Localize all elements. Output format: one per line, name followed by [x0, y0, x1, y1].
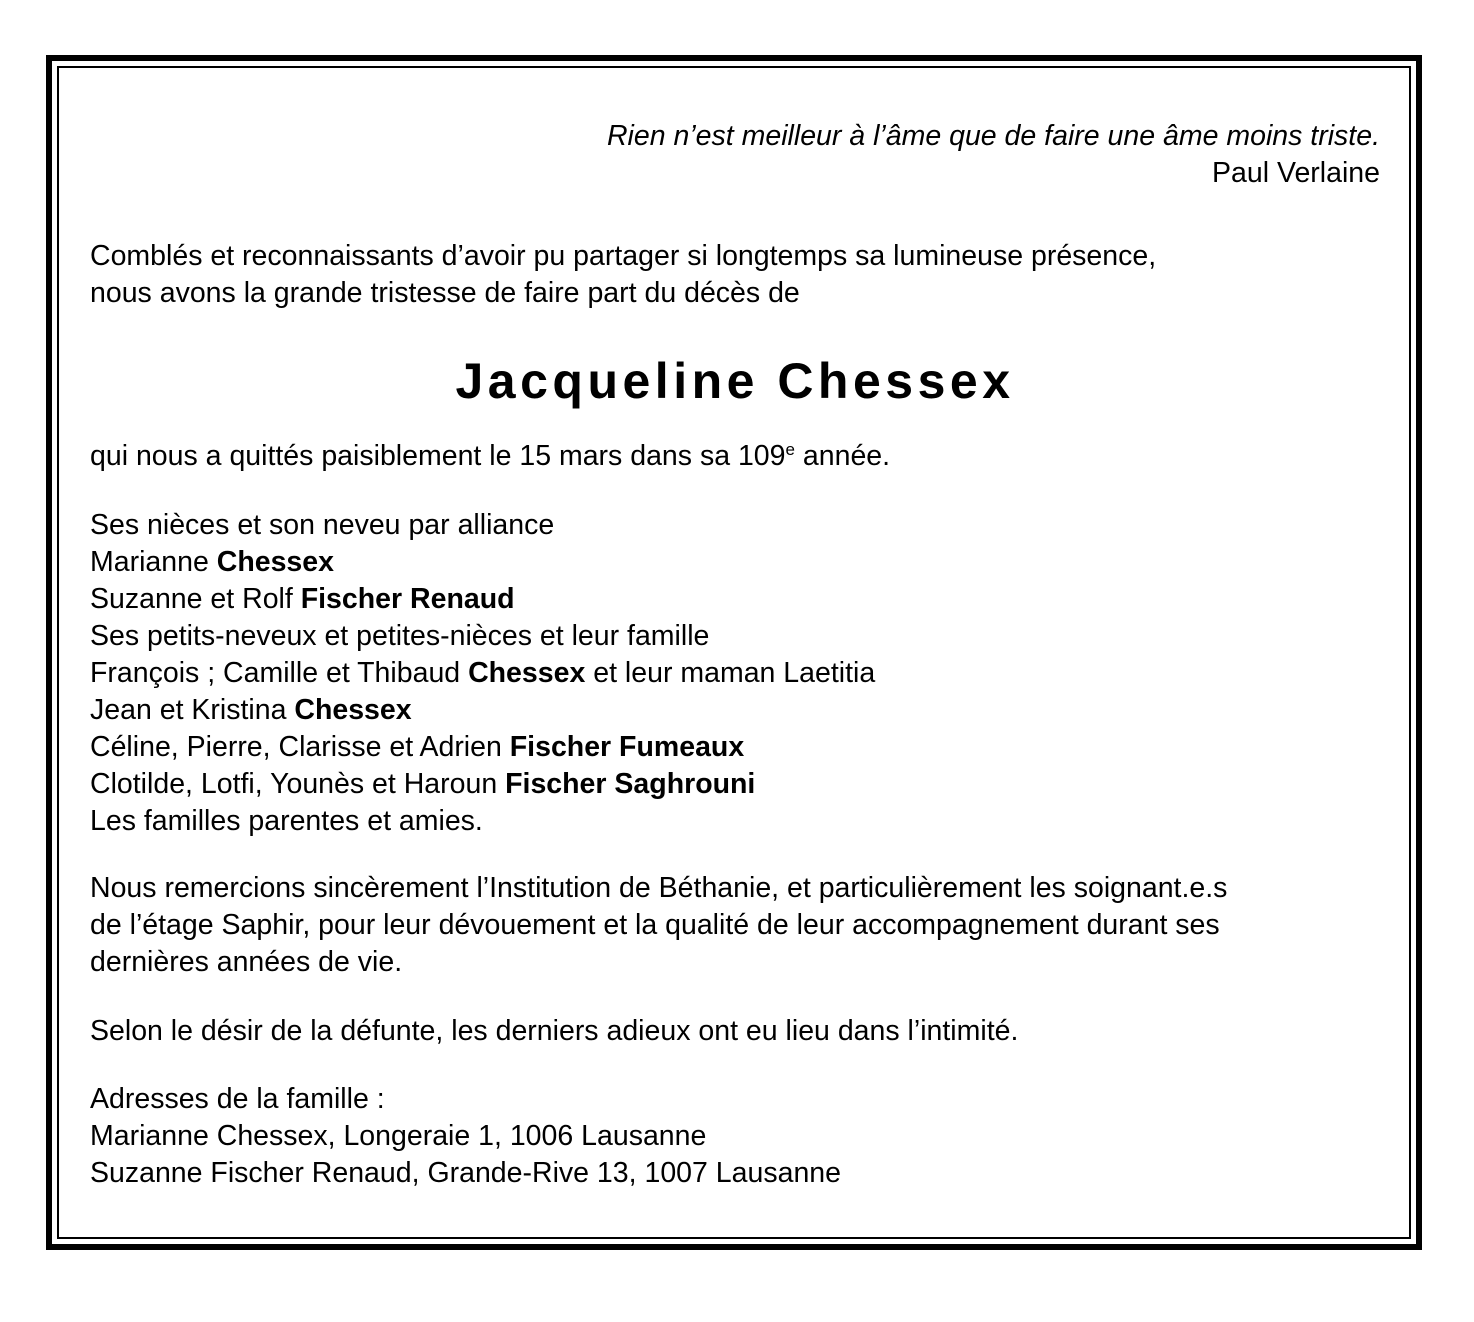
- death-notice: [90, 438, 1380, 475]
- member-first-names: Céline, Pierre, Clarisse et Adrien: [90, 731, 510, 763]
- family-member: [90, 544, 1380, 581]
- member-suffix: et leur maman Laetitia: [585, 657, 876, 689]
- family-member: [90, 581, 1380, 618]
- addresses-block: [90, 1081, 1380, 1192]
- thanks-line: dernières années de vie.: [90, 946, 403, 978]
- family-heading: Ses nièces et son neveu par alliance: [90, 509, 555, 541]
- wish-paragraph: [90, 1013, 1380, 1050]
- ordinal-suffix: e: [785, 440, 795, 459]
- epigraph-author: Paul Verlaine: [1212, 157, 1380, 189]
- death-text-end: année.: [794, 440, 891, 472]
- family-member: [90, 766, 1380, 803]
- inner-border-frame: [57, 66, 1411, 1239]
- member-first-names: Jean et Kristina: [90, 694, 295, 726]
- wish-line: Selon le désir de la défunte, les derniers adieux ont eu lieu dans l’intimité.: [90, 1015, 1019, 1047]
- epigraph: [90, 118, 1380, 192]
- family-list: [90, 507, 1380, 840]
- member-surname: Chessex: [216, 546, 334, 578]
- member-surname: Chessex: [294, 694, 412, 726]
- intro-line: Comblés et reconnaissants d’avoir pu partager si longtemps sa lumineuse présence,: [90, 240, 1157, 272]
- family-member: [90, 692, 1380, 729]
- thanks-line: de l’étage Saphir, pour leur dévouement et la qualité de leur accompagnement durant ses: [90, 909, 1220, 941]
- thanks-line: Nous remercions sincèrement l’Institution de Béthanie, et particulièrement les soignant.e.s: [90, 872, 1228, 904]
- member-surname: Fischer Saghrouni: [505, 768, 756, 800]
- family-subheading: Ses petits-neveux et petites-nièces et leur famille: [90, 620, 710, 652]
- member-surname: Chessex: [468, 657, 586, 689]
- death-text: qui nous a quittés paisiblement le 15 mars dans sa 109: [90, 440, 786, 472]
- epigraph-quote: Rien n’est meilleur à l’âme que de faire une âme moins triste.: [606, 120, 1380, 152]
- intro-line: nous avons la grande tristesse de faire part du décès de: [90, 277, 800, 309]
- thanks-paragraph: [90, 870, 1380, 981]
- family-closing: Les familles parentes et amies.: [90, 805, 483, 837]
- address-item: Suzanne Fischer Renaud, Grande-Rive 13, 1007 Lausanne: [90, 1157, 841, 1189]
- deceased-name: Jacqueline Chessex: [455, 353, 1015, 409]
- death-line: [90, 438, 1380, 475]
- member-first-names: Clotilde, Lotfi, Younès et Haroun: [90, 768, 506, 800]
- family-member: [90, 655, 1380, 692]
- member-first-names: François ; Camille et Thibaud: [90, 657, 469, 689]
- addresses-heading: Adresses de la famille :: [90, 1083, 385, 1115]
- member-first-names: Suzanne et Rolf: [90, 583, 301, 615]
- member-surname: Fischer Renaud: [300, 583, 515, 615]
- address-item: Marianne Chessex, Longeraie 1, 1006 Lausanne: [90, 1120, 707, 1152]
- intro-paragraph: [90, 238, 1380, 312]
- family-member: [90, 729, 1380, 766]
- member-first-names: Marianne: [90, 546, 217, 578]
- outer-border-frame: [46, 55, 1422, 1250]
- member-surname: Fischer Fumeaux: [509, 731, 745, 763]
